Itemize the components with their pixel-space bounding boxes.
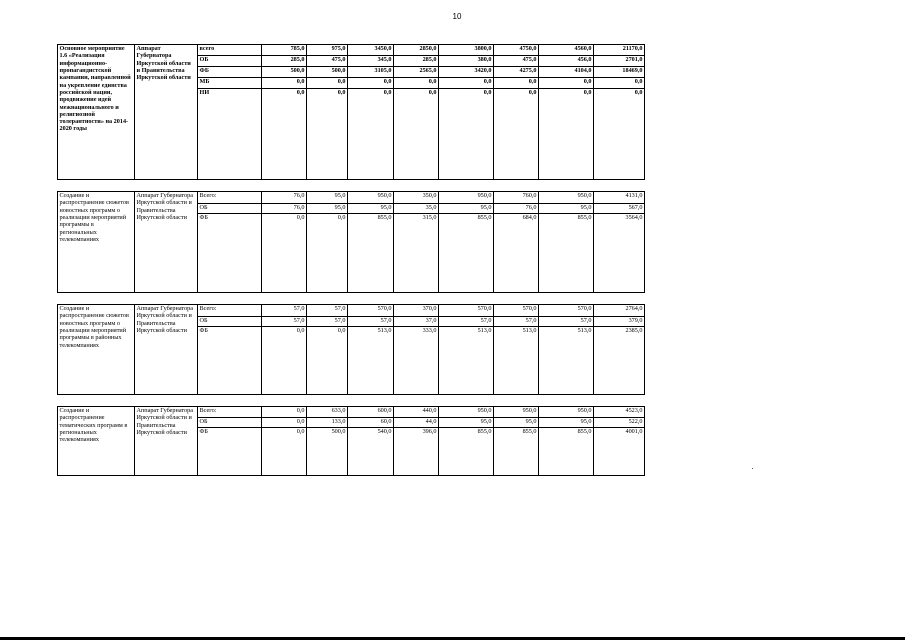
value-cell: 3800,0 xyxy=(439,45,494,56)
value-cell: 0,0 xyxy=(262,428,307,476)
page-number: 10 xyxy=(452,12,462,21)
value-cell: 855,0 xyxy=(348,214,394,293)
total-value-cell: 379,0 xyxy=(594,317,645,327)
value-cell: 855,0 xyxy=(539,428,594,476)
value-cell: 950,0 xyxy=(348,192,394,204)
value-cell: 285,0 xyxy=(262,56,307,67)
activity-name-cell: Создание и распространение сюжетов новостных программ о реализации мероприятий программы в региональных телекомпаниях xyxy=(58,192,135,293)
value-cell: 350,0 xyxy=(394,192,439,204)
value-cell: 500,0 xyxy=(307,67,348,78)
value-cell: 0,0 xyxy=(262,407,307,418)
total-value-cell: 567,0 xyxy=(594,204,645,214)
value-cell: 855,0 xyxy=(439,214,494,293)
value-cell: 95,0 xyxy=(307,204,348,214)
value-cell: 500,0 xyxy=(262,67,307,78)
block-spacer xyxy=(58,395,645,407)
table-row xyxy=(58,192,645,204)
total-value-cell: 522,0 xyxy=(594,418,645,428)
value-cell: 950,0 xyxy=(494,407,539,418)
value-cell: 855,0 xyxy=(439,428,494,476)
value-cell: 600,0 xyxy=(348,407,394,418)
value-cell: 456,0 xyxy=(539,56,594,67)
value-cell: 0,0 xyxy=(394,78,439,89)
block-spacer xyxy=(58,293,645,305)
value-cell: 315,0 xyxy=(394,214,439,293)
value-cell: 345,0 xyxy=(348,56,394,67)
value-cell: 475,0 xyxy=(307,56,348,67)
value-cell: 0,0 xyxy=(262,327,307,395)
value-cell: 0,0 xyxy=(348,89,394,180)
total-value-cell: 21170,0 xyxy=(594,45,645,56)
total-value-cell: 18469,0 xyxy=(594,67,645,78)
value-cell: 475,0 xyxy=(494,56,539,67)
value-cell: 633,0 xyxy=(307,407,348,418)
total-value-cell: 2385,0 xyxy=(594,327,645,395)
value-cell: 0,0 xyxy=(439,78,494,89)
value-cell: 57,0 xyxy=(439,317,494,327)
value-cell: 57,0 xyxy=(262,305,307,317)
spacer-cell xyxy=(58,180,645,192)
value-cell: 760,0 xyxy=(494,192,539,204)
value-cell: 57,0 xyxy=(307,305,348,317)
value-cell: 0,0 xyxy=(439,89,494,180)
value-cell: 95,0 xyxy=(539,418,594,428)
funding-source-cell: ОБ xyxy=(198,317,262,327)
budget-table-body xyxy=(58,45,645,476)
value-cell: 570,0 xyxy=(539,305,594,317)
total-value-cell: 4523,0 xyxy=(594,407,645,418)
value-cell: 0,0 xyxy=(262,78,307,89)
value-cell: 950,0 xyxy=(439,192,494,204)
funding-source-cell: Всего: xyxy=(198,192,262,204)
value-cell: 3105,0 xyxy=(348,67,394,78)
total-value-cell: 3564,0 xyxy=(594,214,645,293)
value-cell: 0,0 xyxy=(348,78,394,89)
value-cell: 57,0 xyxy=(307,317,348,327)
value-cell: 0,0 xyxy=(262,214,307,293)
value-cell: 95,0 xyxy=(439,418,494,428)
value-cell: 37,0 xyxy=(394,317,439,327)
value-cell: 0,0 xyxy=(394,89,439,180)
value-cell: 785,0 xyxy=(262,45,307,56)
value-cell: 3420,0 xyxy=(439,67,494,78)
funding-source-cell: ФБ xyxy=(198,67,262,78)
value-cell: 44,0 xyxy=(394,418,439,428)
executor-cell: Аппарат Губернатора Иркутской области и Правительства Иркутской области xyxy=(135,45,198,180)
value-cell: 950,0 xyxy=(439,407,494,418)
value-cell: 570,0 xyxy=(348,305,394,317)
value-cell: 57,0 xyxy=(494,317,539,327)
value-cell: 57,0 xyxy=(348,317,394,327)
funding-source-cell: Всего: xyxy=(198,305,262,317)
value-cell: 684,0 xyxy=(494,214,539,293)
value-cell: 855,0 xyxy=(539,214,594,293)
total-value-cell: 2764,0 xyxy=(594,305,645,317)
funding-source-cell: НИ xyxy=(198,89,262,180)
block-spacer xyxy=(58,180,645,192)
value-cell: 0,0 xyxy=(307,327,348,395)
activity-name-cell: Создание и распространение сюжетов новостных программ о реализации мероприятий программы в районных телекомпаниях xyxy=(58,305,135,395)
value-cell: 35,0 xyxy=(394,204,439,214)
value-cell: 0,0 xyxy=(539,89,594,180)
funding-source-cell: ФБ xyxy=(198,214,262,293)
value-cell: 570,0 xyxy=(439,305,494,317)
value-cell: 2850,0 xyxy=(394,45,439,56)
value-cell: 975,0 xyxy=(307,45,348,56)
funding-source-cell: ОБ xyxy=(198,418,262,428)
executor-cell: Аппарат Губернатора Иркутской области и Правительства Иркутской области xyxy=(135,407,198,476)
value-cell: 513,0 xyxy=(439,327,494,395)
spacer-cell xyxy=(58,395,645,407)
executor-cell: Аппарат Губернатора Иркутской области и Правительства Иркутской области xyxy=(135,305,198,395)
value-cell: 0,0 xyxy=(307,214,348,293)
value-cell: 440,0 xyxy=(394,407,439,418)
value-cell: 0,0 xyxy=(307,78,348,89)
budget-table xyxy=(57,44,645,476)
scan-speck xyxy=(752,468,753,469)
executor-cell: Аппарат Губернатора Иркутской области и Правительства Иркутской области xyxy=(135,192,198,293)
value-cell: 500,0 xyxy=(307,428,348,476)
value-cell: 95,0 xyxy=(539,204,594,214)
value-cell: 0,0 xyxy=(307,89,348,180)
value-cell: 133,0 xyxy=(307,418,348,428)
total-value-cell: 0,0 xyxy=(594,89,645,180)
value-cell: 396,0 xyxy=(394,428,439,476)
value-cell: 370,0 xyxy=(394,305,439,317)
value-cell: 333,0 xyxy=(394,327,439,395)
table-row xyxy=(58,45,645,56)
value-cell: 95,0 xyxy=(439,204,494,214)
value-cell: 57,0 xyxy=(262,317,307,327)
value-cell: 0,0 xyxy=(494,78,539,89)
value-cell: 570,0 xyxy=(494,305,539,317)
value-cell: 513,0 xyxy=(348,327,394,395)
value-cell: 0,0 xyxy=(539,78,594,89)
total-value-cell: 4131,0 xyxy=(594,192,645,204)
total-value-cell: 0,0 xyxy=(594,78,645,89)
value-cell: 0,0 xyxy=(262,418,307,428)
spacer-cell xyxy=(58,293,645,305)
value-cell: 855,0 xyxy=(494,428,539,476)
activity-name-cell: Создание и распространение тематических программ в региональных телекомпаниях xyxy=(58,407,135,476)
value-cell: 76,0 xyxy=(494,204,539,214)
value-cell: 95,0 xyxy=(494,418,539,428)
value-cell: 76,0 xyxy=(262,204,307,214)
value-cell: 60,0 xyxy=(348,418,394,428)
value-cell: 950,0 xyxy=(539,192,594,204)
value-cell: 0,0 xyxy=(494,89,539,180)
value-cell: 2565,0 xyxy=(394,67,439,78)
funding-source-cell: ОБ xyxy=(198,56,262,67)
activity-name-cell: Основное мероприятие 1.6 «Реализация информационно-пропагандистской кампании, направленной на укрепление единства российской нации, продвижение идей межнационального и религиозной толерантности» на 2014-2020 годы xyxy=(58,45,135,180)
value-cell: 0,0 xyxy=(262,89,307,180)
value-cell: 285,0 xyxy=(394,56,439,67)
funding-source-cell: ФБ xyxy=(198,327,262,395)
value-cell: 513,0 xyxy=(539,327,594,395)
funding-source-cell: всего xyxy=(198,45,262,56)
value-cell: 57,0 xyxy=(539,317,594,327)
total-value-cell: 4001,0 xyxy=(594,428,645,476)
value-cell: 76,0 xyxy=(262,192,307,204)
value-cell: 95,0 xyxy=(307,192,348,204)
table-row xyxy=(58,305,645,317)
table-row xyxy=(58,407,645,418)
value-cell: 3450,0 xyxy=(348,45,394,56)
value-cell: 4104,0 xyxy=(539,67,594,78)
funding-source-cell: ОБ xyxy=(198,204,262,214)
value-cell: 950,0 xyxy=(539,407,594,418)
funding-source-cell: МБ xyxy=(198,78,262,89)
value-cell: 95,0 xyxy=(348,204,394,214)
value-cell: 4560,0 xyxy=(539,45,594,56)
value-cell: 4750,0 xyxy=(494,45,539,56)
value-cell: 380,0 xyxy=(439,56,494,67)
funding-source-cell: ФБ xyxy=(198,428,262,476)
value-cell: 513,0 xyxy=(494,327,539,395)
total-value-cell: 2701,0 xyxy=(594,56,645,67)
value-cell: 4275,0 xyxy=(494,67,539,78)
funding-source-cell: Всего: xyxy=(198,407,262,418)
value-cell: 540,0 xyxy=(348,428,394,476)
